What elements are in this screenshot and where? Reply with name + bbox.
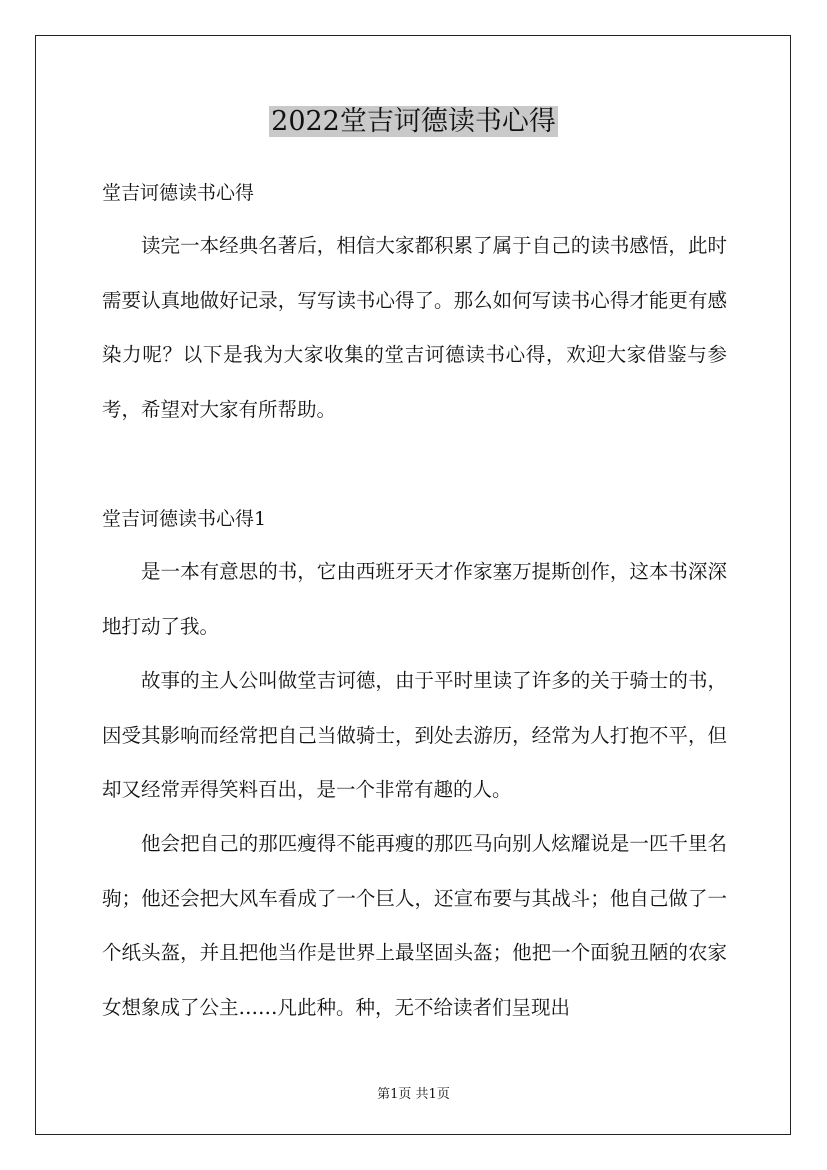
intro-paragraph: 读完一本经典名著后，相信大家都积累了属于自己的读书感悟，此时需要认真地做好记录，写写读书心得了。那么如何写读书心得才能更有感染力呢？以下是我为大家收集的堂吉诃德读书心得，欢迎大家借鉴与参考，希望对大家有所帮助。 [102, 234, 727, 421]
body-paragraph-2: 故事的主人公叫做堂吉诃德，由于平时里读了许多的关于骑士的书，因受其影响而经常把自己当做骑士，到处去游历，经常为人打抱不平，但却又经常弄得笑料百出，是一个非常有趣的人。 [102, 669, 727, 801]
document-subtitle: 堂吉诃德读书心得 [102, 182, 255, 204]
section-heading: 堂吉诃德读书心得1 [102, 508, 267, 530]
body-paragraph-3: 他会把自己的那匹瘦得不能再瘦的那匹马向别人炫耀说是一匹千里名驹；他还会把大风车看成了一个巨人，还宣布要与其战斗；他自己做了一个纸头盔，并且把他当作是世界上最坚固头盔；他把一个面貌丑陋的农家女想象成了公主……凡此种。种，无不给读者们呈现出 [102, 832, 727, 1019]
body-paragraph-1: 是一本有意思的书，它由西班牙天才作家塞万提斯创作，这本书深深地打动了我。 [102, 560, 727, 638]
page-footer: 第1页 共1页 [377, 1087, 450, 1102]
document-title: 2022堂吉诃德读书心得 [271, 106, 556, 137]
